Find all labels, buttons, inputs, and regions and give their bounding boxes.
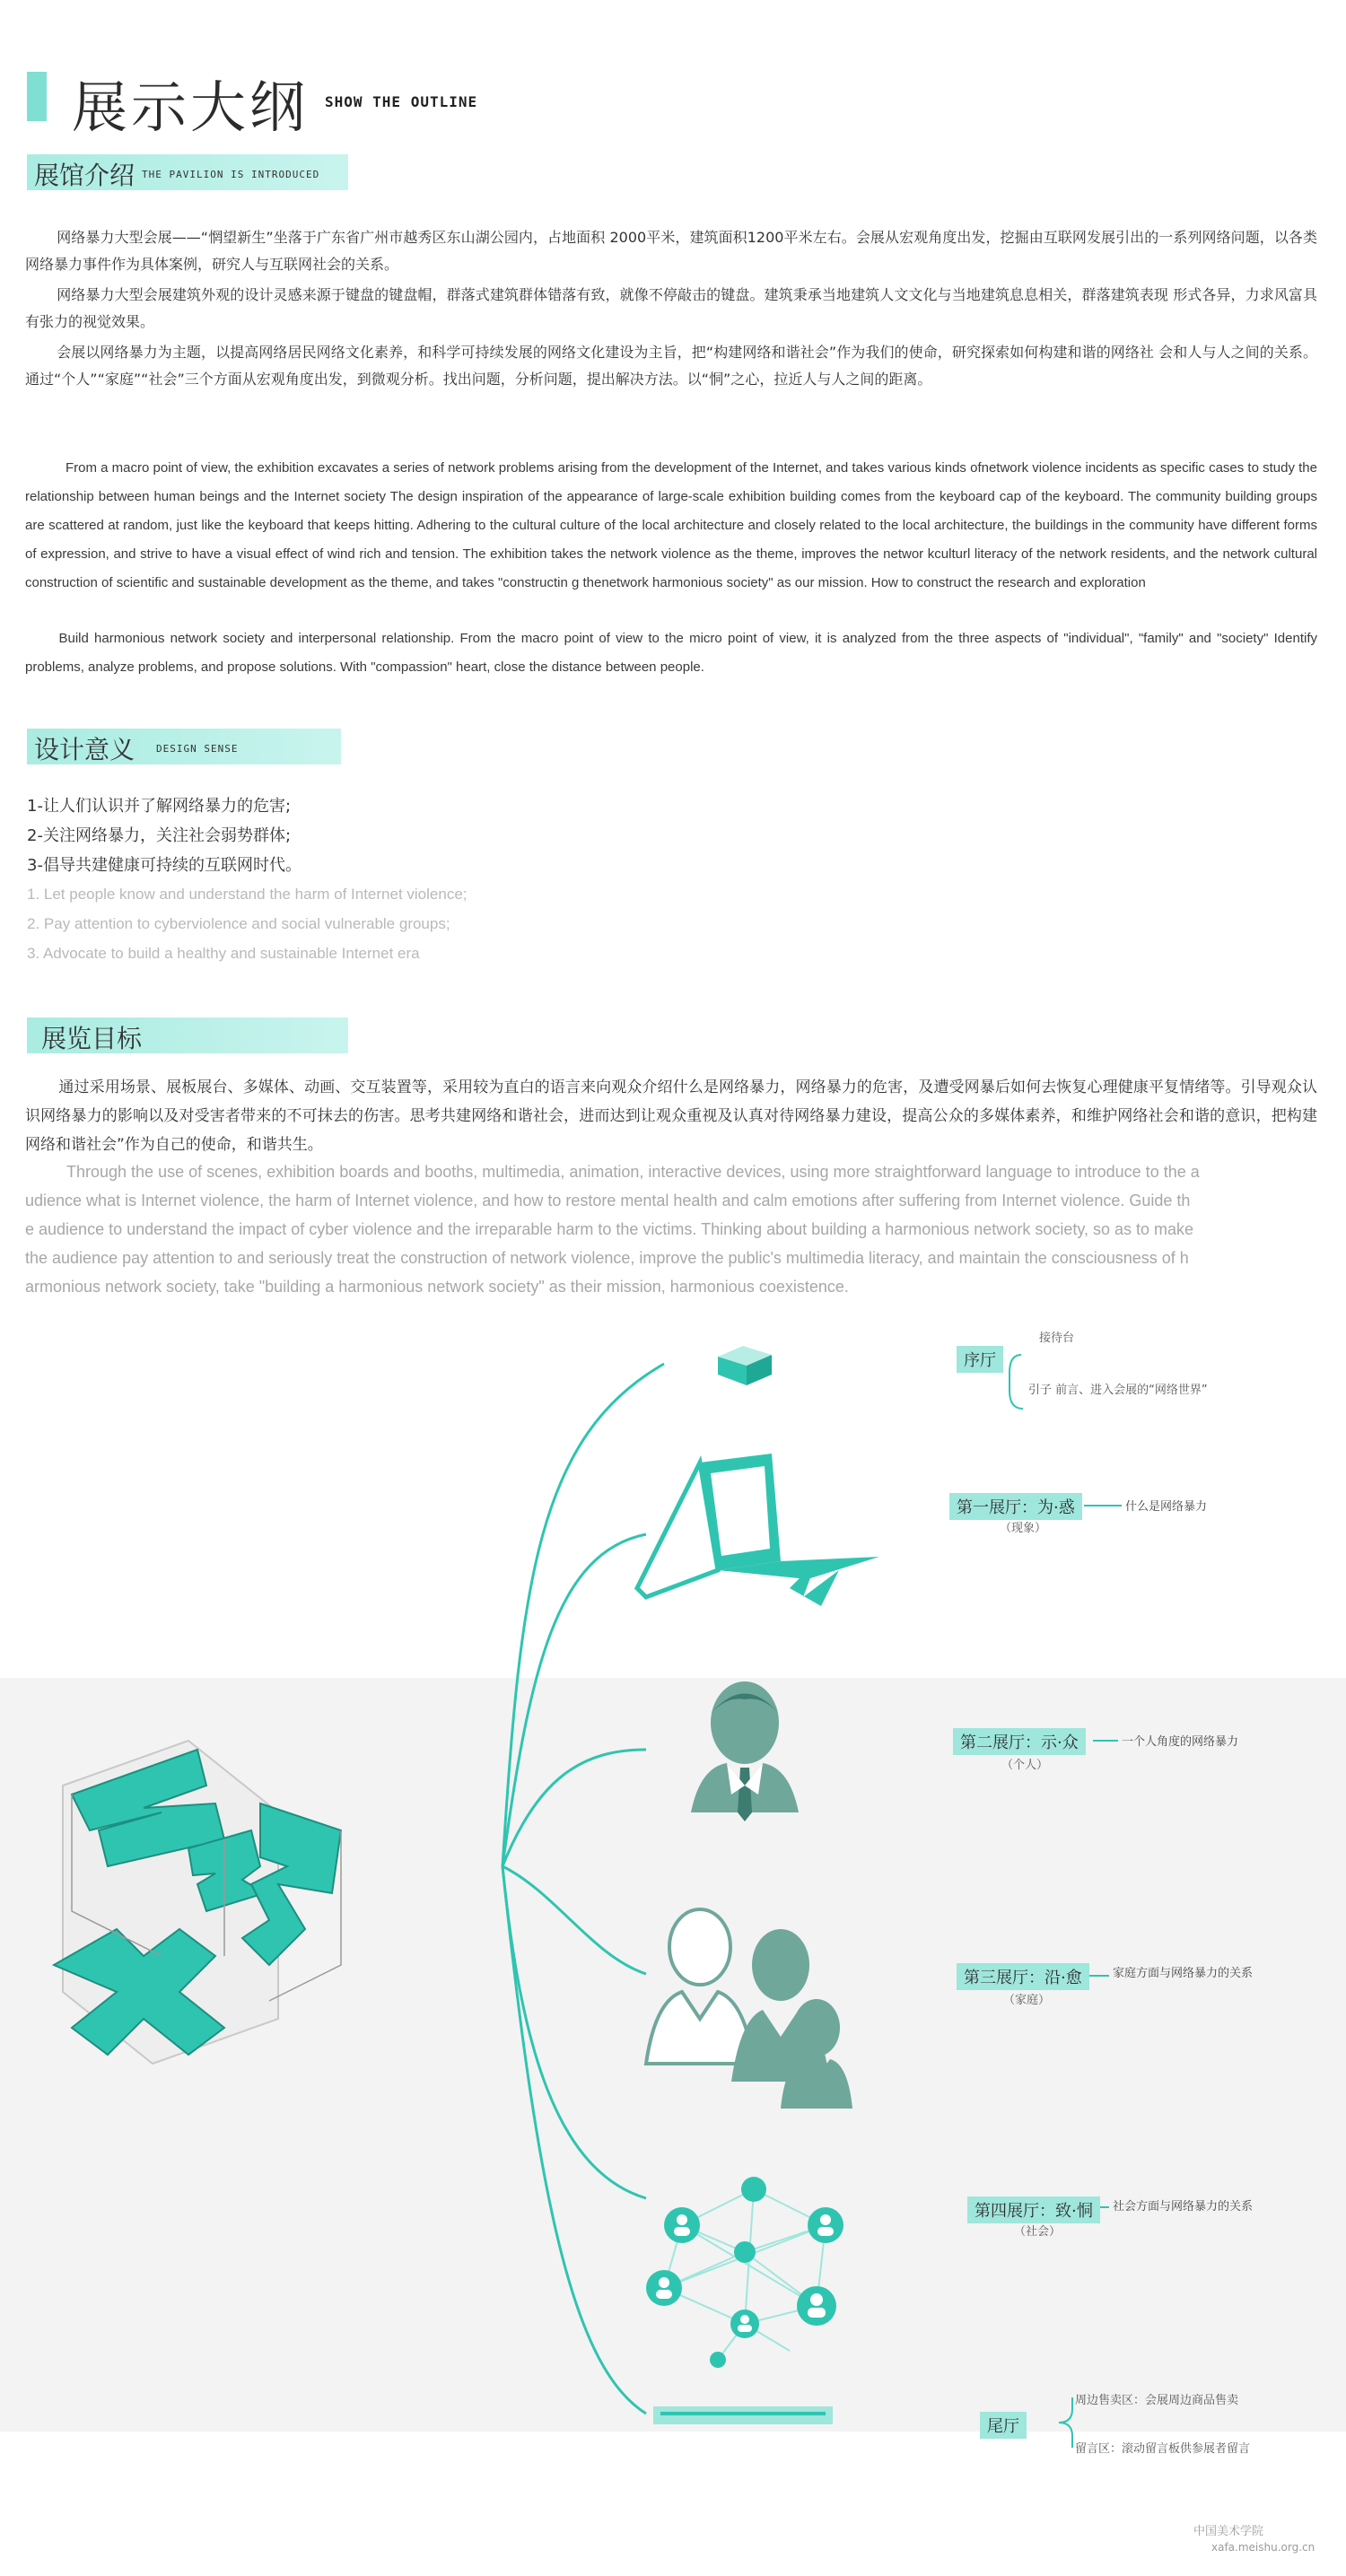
watermark-line-2: xafa.meishu.org.cn: [1211, 2541, 1315, 2554]
goal-en-line-1: Through the use of scenes, exhibition boards and booths, multimedia, animation, interactive devices, using more straightforward language to introduce to the a: [66, 1163, 1200, 1181]
hall-note-tail-1: 周边售卖区：会展周边商品售卖: [1075, 2394, 1239, 2407]
pavilion-paragraph-cn-3: 会展以网络暴力为主题，以提高网络居民网络文化素养，和科学可持续发展的网络文化建设为主旨，把“构建网络和谐社会”作为我们的使命，研究探索如何构建和谐的网络社 会和人与人之间的关系。通过“个人”“家庭”“社会”三个方面从宏观角度出发，到微观分析。找出问题，分析问题，提出解决方法。以“恫”之心，拉近人与人之间的距离。: [25, 344, 1317, 388]
goal-en-line-5: armonious network society, take "building a harmonious network society" as their mission, harmonious coexistence.: [25, 1278, 849, 1296]
page-subtitle: SHOW THE OUTLINE: [325, 93, 478, 110]
pavilion-paragraph-en-1: From a macro point of view, the exhibition excavates a series of network problems arising from the development of the Internet, and takes various kinds ofnetwork violence incidents as specific cases to study the relationship between human beings and the Internet society The design inspiration of the appearance of large-scale exhibition building comes from the keyboard cap of the keyboard. The community building groups are scattered at random, just like the keyboard that keeps hitting. Adhering to the cultural culture of the local architecture and closely related to the local architecture, the buildings in the community have different forms of expression, and strive to have a visual effect of wind rich and tension. The exhibition takes the network violence as the theme, improves the networ kculturl literacy of the network residents, and the network cultural construction of scientific and sustainable development as the theme, and takes "constructin g thenetwork harmonious society" as our mission. How to construct the research and exploration: [25, 460, 1317, 590]
hall-label-3: 第三展厅：沿·愈: [957, 1963, 1089, 1990]
page-title: 展示大纲: [72, 74, 310, 140]
hall-sub-2: （个人）: [1001, 1759, 1049, 1772]
design-item-en-3: 3. Advocate to build a healthy and sustainable Internet era: [27, 945, 420, 962]
design-list-en: [27, 879, 468, 968]
pavilion-title: 展馆介绍: [34, 161, 135, 190]
hall-label-4: 第四展厅：致·恫: [967, 2196, 1100, 2223]
watermark-line-1: 中国美术学院: [1193, 2525, 1264, 2538]
goal-title: 展览目标: [41, 1024, 143, 1053]
hall-desc-3: 家庭方面与网络暴力的关系: [1113, 1967, 1254, 1980]
design-item-cn-1: 1-让人们认识并了解网络暴力的危害;: [27, 797, 292, 816]
goal-en-line-3: e audience to understand the impact of cyber violence and the irreparable harm to the victims. Thinking about building a harmonious network society, so as to make: [25, 1220, 1194, 1238]
hall-sub-4: （社会）: [1014, 2225, 1062, 2239]
design-item-en-1: 1. Let people know and understand the harm of Internet violence;: [27, 886, 468, 903]
reception-desk-icon: [718, 1346, 772, 1385]
goal-paragraph-en: [25, 1157, 1317, 1301]
goal-en-line-4: the audience pay attention to and seriously treat the construction of network violence, improve the public's multimedia literacy, and maintain the consciousness of h: [25, 1249, 1189, 1267]
hall-label-2: 第二展厅：示·众: [953, 1728, 1086, 1755]
header-accent-bar: [27, 72, 47, 121]
hall-label-prelude: 序厅: [957, 1346, 1003, 1373]
tail-hall-bar-inner: [660, 2412, 826, 2415]
design-item-cn-3: 3-倡导共建健康可持续的互联网时代。: [27, 856, 302, 875]
goal-en-line-2: udience what is Internet violence, the harm of Internet violence, and how to restore mental health and calm emotions after suffering from Internet violence. Guide th: [25, 1192, 1191, 1209]
pavilion-subtitle: THE PAVILION IS INTRODUCED: [142, 169, 320, 180]
hall-desc-2: 一个人角度的网络暴力: [1122, 1735, 1239, 1749]
hall-note-tail-2: 留言区：滚动留言板供参展者留言: [1075, 2442, 1251, 2456]
goal-paragraph-cn: 通过采用场景、展板展台、多媒体、动画、交互装置等，采用较为直白的语言来向观众介绍什么是网络暴力，网络暴力的危害，及遭受网暴后如何去恢复心理健康平复情绪等。引导观众认识网络暴力的影响以及对受害者带来的不可抹去的伤害。思考共建网络和谐社会，进而达到让观众重视及认真对待网络暴力建设，提高公众的多媒体素养，和维护网络社会和谐的意识，把构建网络和谐社会”作为自己的使命，和谐共生。: [25, 1078, 1317, 1154]
hall-label-tail: 尾厅: [980, 2412, 1027, 2439]
hall-sub-3: （家庭）: [1003, 1994, 1051, 2007]
hall-note-prelude-2: 引子 前言、进入会展的“网络世界”: [1028, 1384, 1208, 1397]
hall-sub-1: （现象）: [1000, 1522, 1047, 1535]
design-item-cn-2: 2-关注网络暴力，关注社会弱势群体;: [27, 826, 292, 845]
design-title: 设计意义: [34, 735, 135, 764]
design-subtitle: DESIGN SENSE: [156, 743, 239, 755]
hall-desc-4: 社会方面与网络暴力的关系: [1113, 2200, 1254, 2214]
hall-label-1: 第一展厅：为·惑: [949, 1493, 1082, 1520]
hall-note-prelude-1: 接待台: [1039, 1332, 1075, 1345]
pavilion-paragraph-en-2: Build harmonious network society and interpersonal relationship. From the macro point of view to the micro point of view, it is analyzed from the three aspects of "individual", "family" and "society" Identify problems, analyze problems, and propose solutions. With "compassion" heart, close the distance between people.: [25, 631, 1317, 675]
hall-desc-1: 什么是网络暴力: [1125, 1500, 1208, 1514]
design-list-cn: [27, 791, 302, 880]
pavilion-paragraph-cn-2: 网络暴力大型会展建筑外观的设计灵感来源于键盘的键盘帽，群落式建筑群体错落有致，就像不停敲击的键盘。建筑秉承当地建筑人文文化与当地建筑息息相关，群落建筑表现 形式各异，力求风富具有张力的视觉效果。: [25, 286, 1317, 330]
monitor-icon: [637, 1454, 879, 1606]
pavilion-paragraph-cn-1: 网络暴力大型会展——“惘望新生”坐落于广东省广州市越秀区东山湖公园内，占地面积 2000平米，建筑面积1200平米左右。会展从宏观角度出发，挖掘由互联网发展引出的一系列网络问题，以各类网络暴力事件作为具体案例，研究人与互联网社会的关系。: [25, 229, 1317, 273]
design-item-en-2: 2. Pay attention to cyberviolence and social vulnerable groups;: [27, 915, 450, 932]
